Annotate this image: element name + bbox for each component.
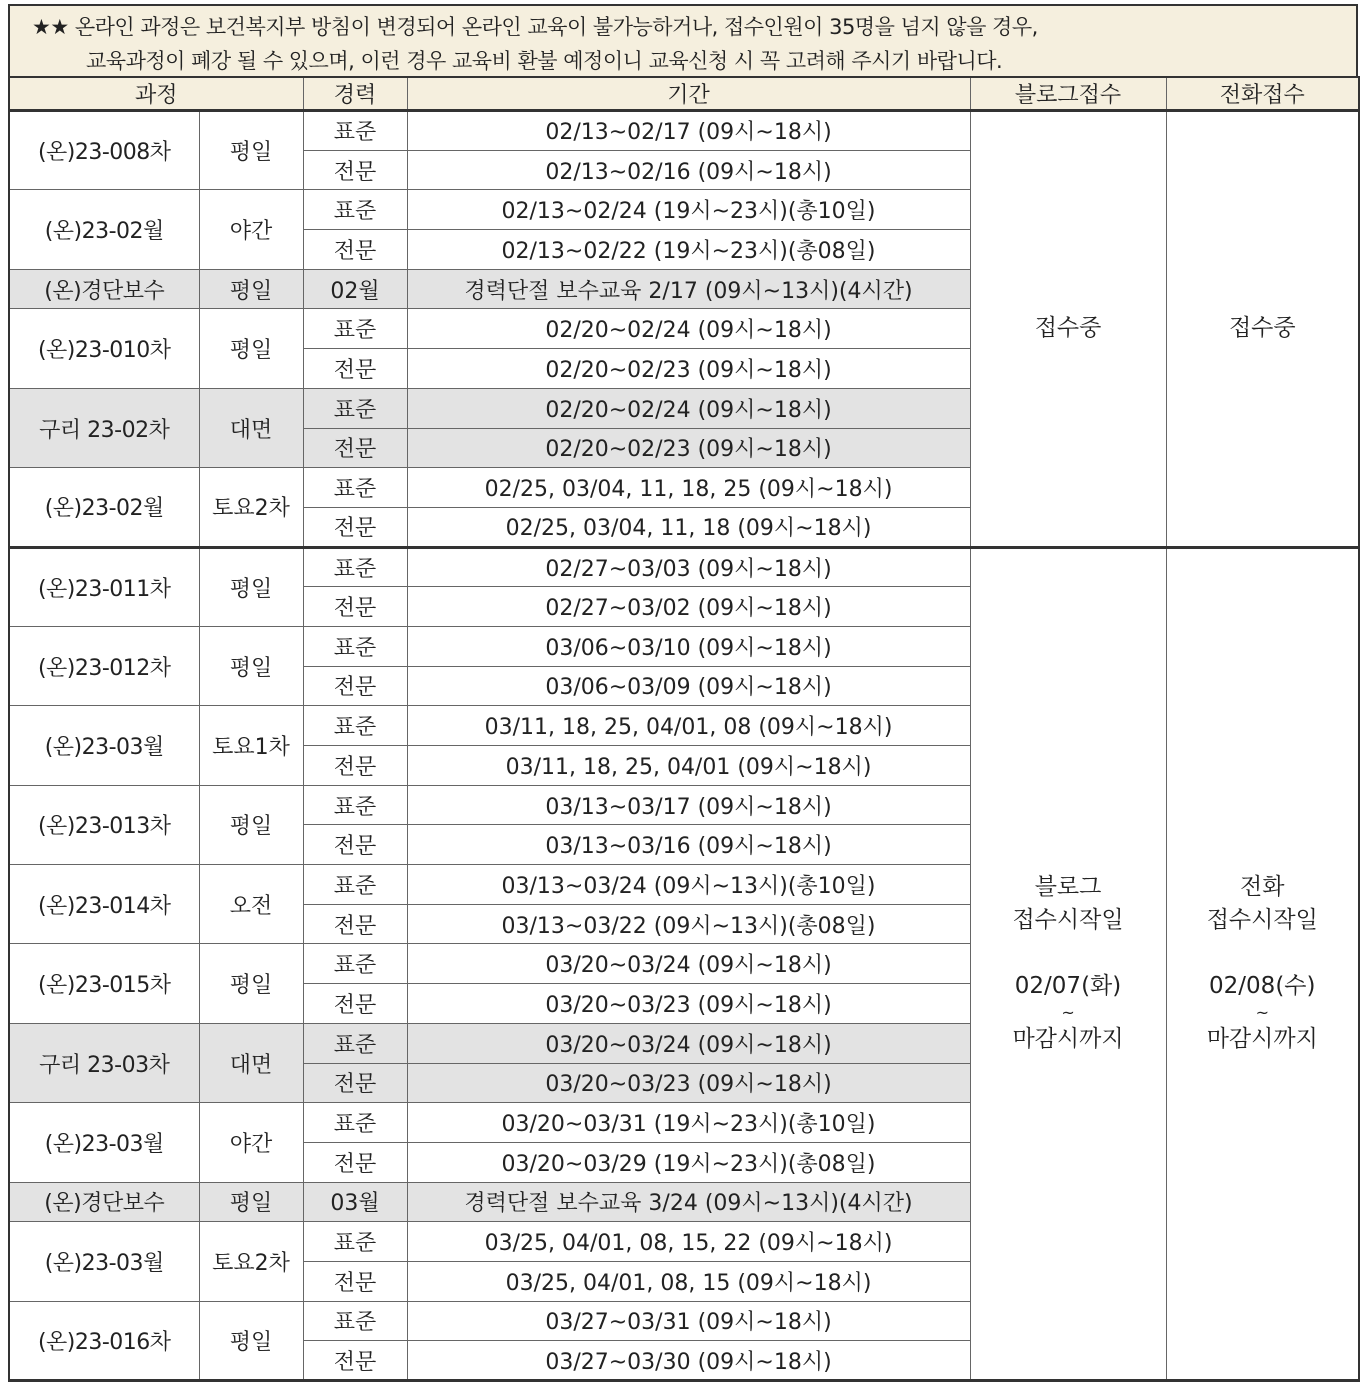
career-level: 02월 [303, 269, 407, 309]
period-cell: 03/13~03/22 (09시~13시)(총08일) [407, 904, 970, 944]
course-name: (온)23-03월 [9, 1222, 199, 1301]
career-level: 표준 [303, 785, 407, 825]
course-name: (온)23-016차 [9, 1301, 199, 1380]
course-type: 평일 [199, 1301, 303, 1380]
course-name: (온)23-008차 [9, 111, 199, 190]
career-level: 03월 [303, 1182, 407, 1222]
period-cell: 02/20~02/24 (09시~18시) [407, 388, 970, 428]
course-type: 평일 [199, 944, 303, 1023]
course-type: 야간 [199, 190, 303, 269]
period-cell: 03/27~03/30 (09시~18시) [407, 1341, 970, 1381]
career-level: 전문 [303, 1063, 407, 1103]
table-row [9, 547, 1359, 587]
phone-status-line: 접수시작일 [1206, 907, 1318, 934]
course-type: 야간 [199, 1103, 303, 1182]
period-cell: 03/20~03/24 (09시~18시) [407, 1023, 970, 1063]
career-level: 전문 [303, 150, 407, 190]
course-name: (온)경단보수 [9, 1182, 199, 1222]
notice-line-2: 교육과정이 폐강 될 수 있으며, 이런 경우 교육비 환불 예정이니 교육신청 시 꼭 고려해 주시기 바랍니다. [86, 49, 1003, 73]
period-cell: 02/20~02/23 (09시~18시) [407, 349, 970, 389]
period-cell: 02/25, 03/04, 11, 18 (09시~18시) [407, 507, 970, 547]
header-course: 과정 [9, 77, 303, 111]
career-level: 표준 [303, 111, 407, 151]
course-name: (온)23-011차 [9, 547, 199, 626]
period-cell: 경력단절 보수교육 3/24 (09시~13시)(4시간) [407, 1182, 970, 1222]
career-level: 전문 [303, 349, 407, 389]
schedule-table [8, 76, 1360, 1382]
period-cell: 03/20~03/23 (09시~18시) [407, 1063, 970, 1103]
period-cell: 02/20~02/24 (09시~18시) [407, 309, 970, 349]
career-level: 전문 [303, 904, 407, 944]
period-cell: 03/20~03/29 (19시~23시)(총08일) [407, 1142, 970, 1182]
career-level: 표준 [303, 1222, 407, 1262]
course-name: (온)23-013차 [9, 785, 199, 864]
period-cell: 02/27~03/03 (09시~18시) [407, 547, 970, 587]
period-cell: 03/11, 18, 25, 04/01, 08 (09시~18시) [407, 706, 970, 746]
career-level: 전문 [303, 666, 407, 706]
course-type: 토요2차 [199, 468, 303, 547]
period-cell: 02/27~03/02 (09시~18시) [407, 587, 970, 627]
course-type: 오전 [199, 865, 303, 944]
course-type: 평일 [199, 269, 303, 309]
career-level: 전문 [303, 1261, 407, 1301]
career-level: 표준 [303, 626, 407, 666]
period-cell: 03/25, 04/01, 08, 15 (09시~18시) [407, 1261, 970, 1301]
header-career: 경력 [303, 77, 407, 111]
career-level: 전문 [303, 587, 407, 627]
header-phone: 전화접수 [1166, 77, 1359, 111]
period-cell: 03/20~03/31 (19시~23시)(총10일) [407, 1103, 970, 1143]
period-cell: 경력단절 보수교육 2/17 (09시~13시)(4시간) [407, 269, 970, 309]
period-cell: 02/13~02/16 (09시~18시) [407, 150, 970, 190]
notice-banner [8, 4, 1358, 76]
career-level: 표준 [303, 309, 407, 349]
blog-status-line: 02/07(화) [1014, 973, 1122, 1000]
period-cell: 03/11, 18, 25, 04/01 (09시~18시) [407, 746, 970, 786]
career-level: 표준 [303, 388, 407, 428]
course-type: 평일 [199, 309, 303, 388]
course-name: (온)23-010차 [9, 309, 199, 388]
course-type: 토요1차 [199, 706, 303, 785]
period-cell: 02/13~02/17 (09시~18시) [407, 111, 970, 151]
header-blog: 블로그접수 [970, 77, 1166, 111]
header-row [9, 77, 1359, 111]
course-type: 토요2차 [199, 1222, 303, 1301]
phone-status-line: 전화 [1240, 874, 1285, 901]
period-cell: 02/25, 03/04, 11, 18, 25 (09시~18시) [407, 468, 970, 508]
course-name: (온)23-012차 [9, 626, 199, 705]
course-name: (온)23-02월 [9, 468, 199, 547]
period-cell: 03/06~03/10 (09시~18시) [407, 626, 970, 666]
phone-status-line: 접수중 [1228, 315, 1296, 342]
career-level: 전문 [303, 230, 407, 270]
career-level: 표준 [303, 468, 407, 508]
phone-status-line: 02/08(수) [1209, 973, 1316, 1000]
course-type: 평일 [199, 547, 303, 626]
course-name: 구리 23-02차 [9, 388, 199, 467]
career-level: 표준 [303, 190, 407, 230]
period-cell: 03/20~03/23 (09시~18시) [407, 984, 970, 1024]
table-row [9, 111, 1359, 151]
career-level: 표준 [303, 944, 407, 984]
blog-status-line [971, 937, 1166, 970]
blog-status-line: 마감시까지 [1012, 1026, 1124, 1053]
course-name: (온)경단보수 [9, 269, 199, 309]
course-type: 평일 [199, 626, 303, 705]
career-level: 표준 [303, 706, 407, 746]
header-period: 기간 [407, 77, 970, 111]
phone-status-line [1167, 937, 1359, 970]
career-level: 표준 [303, 865, 407, 905]
career-level: 전문 [303, 428, 407, 468]
period-cell: 03/13~03/16 (09시~18시) [407, 825, 970, 865]
course-name: (온)23-03월 [9, 1103, 199, 1182]
career-level: 전문 [303, 746, 407, 786]
career-level: 전문 [303, 984, 407, 1024]
course-type: 대면 [199, 388, 303, 467]
period-cell: 03/13~03/24 (09시~13시)(총10일) [407, 865, 970, 905]
career-level: 표준 [303, 1103, 407, 1143]
period-cell: 02/20~02/23 (09시~18시) [407, 428, 970, 468]
career-level: 전문 [303, 1142, 407, 1182]
blog-status-line: ~ [1061, 1003, 1075, 1023]
course-name: 구리 23-03차 [9, 1023, 199, 1102]
career-level: 전문 [303, 507, 407, 547]
blog-status-line: 블로그 [1034, 874, 1102, 901]
blog-status-line: 접수중 [1034, 315, 1102, 342]
career-level: 표준 [303, 1023, 407, 1063]
blog-status-line: 접수시작일 [1012, 907, 1124, 934]
period-cell: 03/13~03/17 (09시~18시) [407, 785, 970, 825]
course-name: (온)23-015차 [9, 944, 199, 1023]
career-level: 표준 [303, 547, 407, 587]
blog-status-cell [970, 111, 1166, 548]
career-level: 전문 [303, 1341, 407, 1381]
phone-status-cell [1166, 111, 1359, 548]
period-cell: 02/13~02/24 (19시~23시)(총10일) [407, 190, 970, 230]
course-type: 대면 [199, 1023, 303, 1102]
period-cell: 02/13~02/22 (19시~23시)(총08일) [407, 230, 970, 270]
blog-status-cell [970, 547, 1166, 1380]
course-name: (온)23-02월 [9, 190, 199, 269]
phone-status-line: ~ [1255, 1003, 1269, 1023]
course-name: (온)23-014차 [9, 865, 199, 944]
period-cell: 03/20~03/24 (09시~18시) [407, 944, 970, 984]
phone-status-line: 마감시까지 [1206, 1026, 1318, 1053]
career-level: 표준 [303, 1301, 407, 1341]
schedule-document [8, 4, 1358, 1382]
period-cell: 03/25, 04/01, 08, 15, 22 (09시~18시) [407, 1222, 970, 1262]
course-type: 평일 [199, 111, 303, 190]
course-type: 평일 [199, 785, 303, 864]
notice-line-1: ★★ 온라인 과정은 보건복지부 방침이 변경되어 온라인 교육이 불가능하거나, 접수인원이 35명을 넘지 않을 경우, [32, 15, 1038, 39]
course-type: 평일 [199, 1182, 303, 1222]
career-level: 전문 [303, 825, 407, 865]
schedule-body [9, 111, 1359, 1381]
period-cell: 03/06~03/09 (09시~18시) [407, 666, 970, 706]
phone-status-cell [1166, 547, 1359, 1380]
period-cell: 03/27~03/31 (09시~18시) [407, 1301, 970, 1341]
course-name: (온)23-03월 [9, 706, 199, 785]
